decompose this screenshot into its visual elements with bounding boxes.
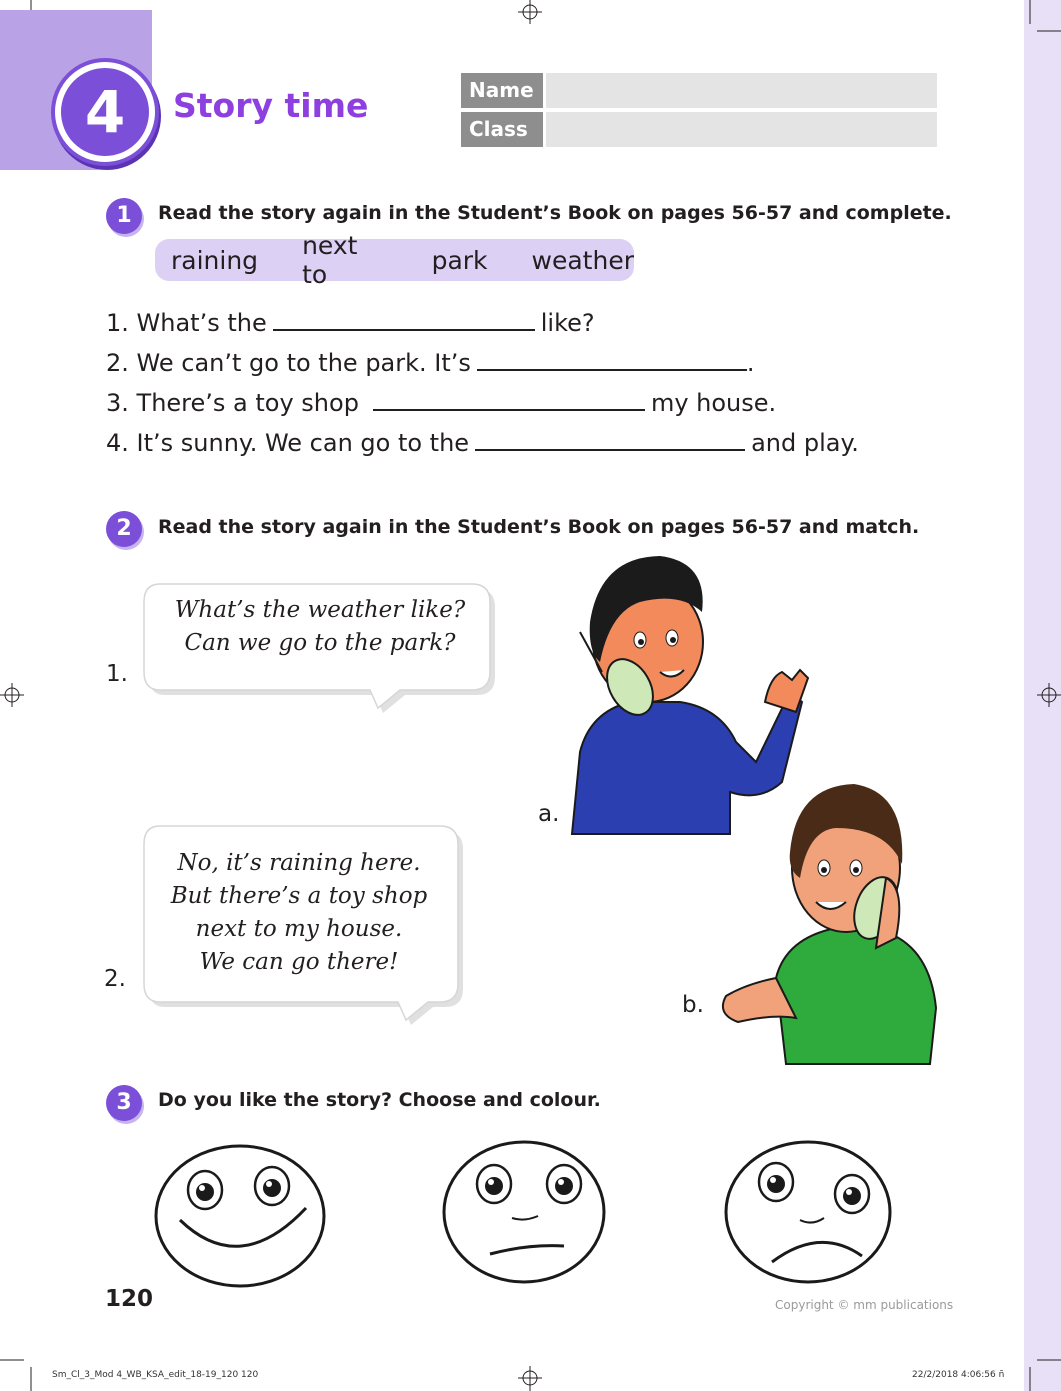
picture-b-label: b. — [682, 992, 704, 1018]
speech-bubble-1-text — [150, 594, 490, 660]
exercise-2-instruction: Read the story again in the Student’s Book on pages 56-57 and match. — [158, 516, 920, 538]
sentence-text: and play. — [751, 429, 859, 457]
exercise-3-number: 3 — [106, 1085, 142, 1121]
picture-a-label: a. — [538, 801, 560, 827]
page-number: 120 — [105, 1286, 154, 1312]
word-option: raining — [171, 245, 259, 275]
word-option: next to — [302, 231, 358, 289]
class-field[interactable] — [546, 112, 937, 147]
unit-number-badge: 4 — [55, 62, 155, 162]
boy-green-shirt-illustration — [716, 778, 942, 1066]
sentence-text: 4. It’s sunny. We can go to the — [106, 429, 470, 457]
sentence-text: 1. What’s the — [106, 309, 267, 337]
copyright: Copyright © mm publications — [775, 1298, 954, 1312]
answer-blank[interactable] — [373, 387, 645, 411]
bubble-line: We can go there! — [199, 949, 399, 975]
page-title: Story time — [173, 86, 369, 125]
speech-bubble-2-text — [146, 847, 452, 979]
class-label: Class — [461, 112, 543, 147]
sentence-3 — [106, 387, 776, 417]
sentence-text: like? — [540, 309, 595, 337]
bubble-2-number: 2. — [104, 966, 126, 992]
answer-blank[interactable] — [273, 307, 535, 331]
exercise-2-number: 2 — [106, 511, 142, 547]
bubble-line: No, it’s raining here. — [177, 850, 421, 876]
bubble-line: What’s the weather like? — [174, 597, 466, 623]
sentence-text: 3. There’s a toy shop — [106, 389, 359, 417]
answer-blank[interactable] — [475, 427, 745, 451]
word-box — [155, 231, 634, 289]
happy-face-icon[interactable] — [150, 1138, 330, 1288]
sad-face-icon[interactable] — [720, 1134, 896, 1286]
exercise-1-instruction: Read the story again in the Student’s Book on pages 56-57 and complete. — [158, 202, 952, 224]
name-label: Name — [461, 73, 543, 108]
print-date-info: 22/2/2018 4:06:56 ñ — [912, 1370, 1005, 1380]
bubble-line: But there’s a toy shop — [170, 883, 428, 909]
print-file-info: Sm_Cl_3_Mod 4_WB_KSA_edit_18-19_120 120 — [52, 1370, 259, 1380]
bubble-line: Can we go to the park? — [184, 630, 456, 656]
sentence-2 — [106, 347, 755, 377]
bubble-line: next to my house. — [195, 916, 403, 942]
name-field[interactable] — [546, 73, 937, 108]
neutral-face-icon[interactable] — [438, 1134, 612, 1286]
sentence-text: my house. — [650, 389, 777, 417]
sentence-4 — [106, 427, 859, 457]
sentence-text: 2. We can’t go to the park. It’s — [106, 349, 471, 377]
sentence-text: . — [746, 349, 755, 377]
answer-blank[interactable] — [477, 347, 747, 371]
bubble-1-number: 1. — [106, 661, 128, 687]
exercise-1-number: 1 — [106, 198, 142, 234]
exercise-3-instruction: Do you like the story? Choose and colour. — [158, 1089, 601, 1111]
word-option: weather — [531, 245, 634, 275]
sentence-1 — [106, 307, 595, 337]
word-option: park — [431, 245, 488, 275]
